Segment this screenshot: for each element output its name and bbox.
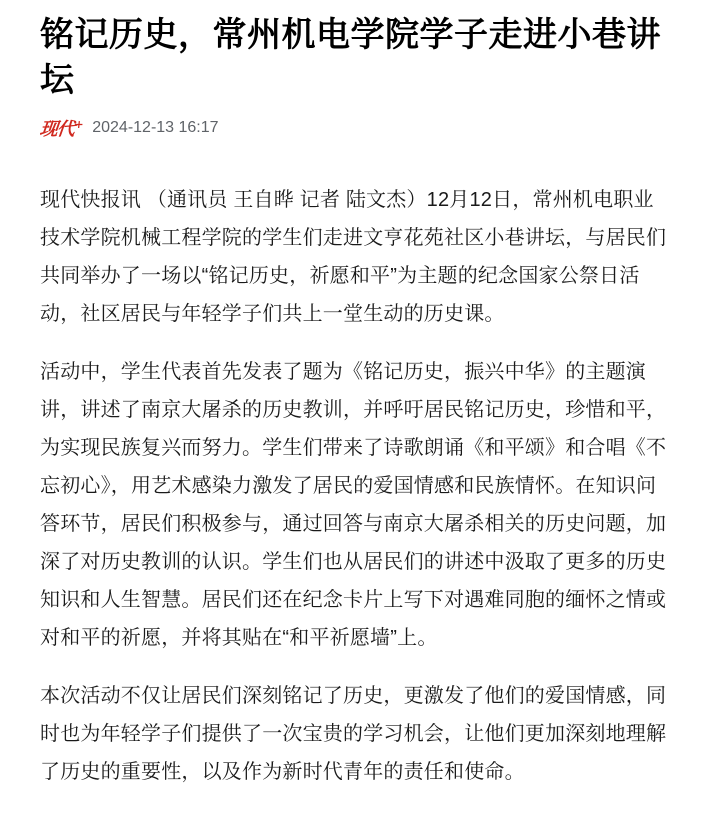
source-logo-plus: + (73, 118, 85, 131)
source-logo-text: 现代 (38, 119, 75, 140)
article-paragraph-2: 活动中，学生代表首先发表了题为《铭记历史，振兴中华》的主题演讲，讲述了南京大屠杀的历史教训，并呼吁居民铭记历史，珍惜和平，为实现民族复兴而努力。学生们带来了诗歌朗诵《和平颂》和合唱《不忘初心》，用艺术感染力激发了居民的爱国情感和民族情怀。在知识问答环节，居民们积极参与，通过回答与南京大屠杀相关的历史问题，加深了对历史教训的认识。学生们也从居民们的讲述中汲取了更多的历史知识和人生智慧。居民们还在纪念卡片上写下对遇难同胞的缅怀之情或对和平的祈愿，并将其贴在“和平祈愿墙”上。 (40, 361, 667, 649)
article-paragraph-3: 本次活动不仅让居民们深刻铭记了历史，更激发了他们的爱国情感，同时也为年轻学子们提供了一次宝贵的学习机会，让他们更加深刻地理解了历史的重要性，以及作为新时代青年的责任和使命。 (40, 685, 667, 783)
source-logo (39, 115, 85, 141)
article-body (40, 181, 673, 791)
article-meta-row (40, 115, 673, 141)
article-title: 铭记历史，常州机电学院学子走进小巷讲坛 (40, 16, 661, 99)
publish-time: 2024-12-13 16:17 (92, 119, 219, 136)
article-paragraph-1: 现代快报讯 （通讯员 王自晔 记者 陆文杰）12月12日，常州机电职业技术学院机械工程学院的学生们走进文亨花苑社区小巷讲坛，与居民们共同举办了一场以“铭记历史，祈愿和平”为主题的纪念国家公祭日活动，社区居民与年轻学子们共上一堂生动的历史课。 (40, 189, 667, 325)
